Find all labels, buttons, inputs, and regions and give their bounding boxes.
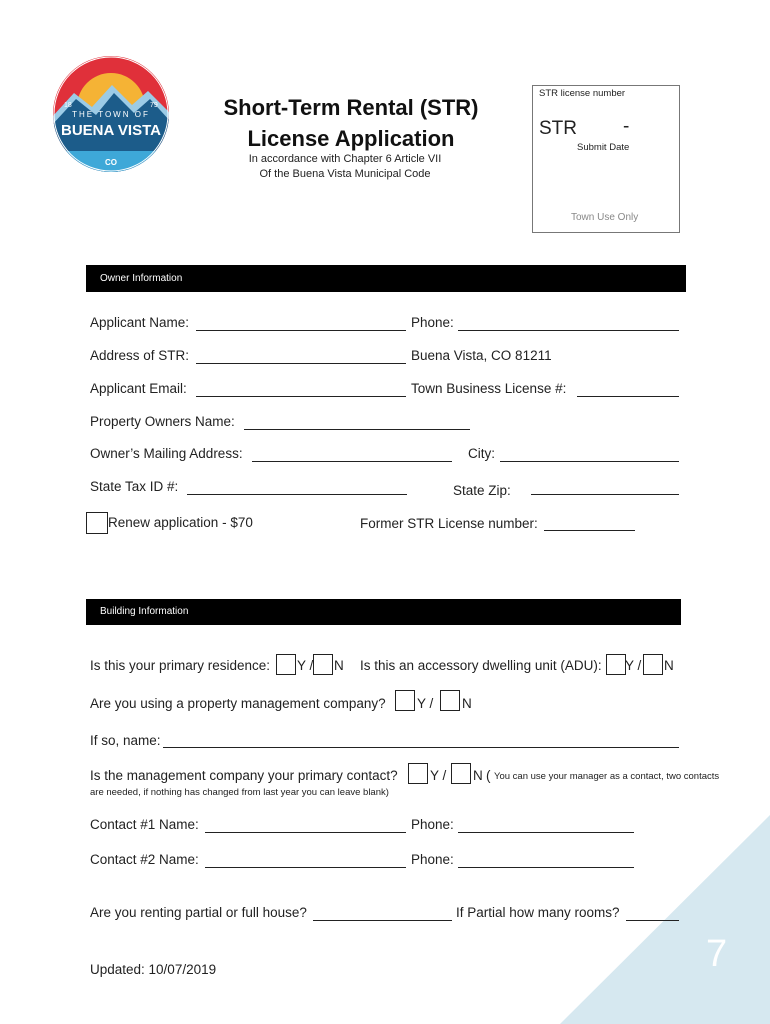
primary-residence-label: Is this your primary residence:: [90, 658, 271, 673]
adu-yes-checkbox[interactable]: [606, 654, 626, 675]
primary-residence-no-checkbox[interactable]: [313, 654, 333, 675]
if-so-name-label: If so, name:: [90, 733, 161, 748]
mgmt-contact-yes-checkbox[interactable]: [408, 763, 428, 784]
applicant-email-field[interactable]: [196, 396, 406, 397]
updated-date: Updated: 10/07/2019: [90, 962, 217, 977]
renew-label: Renew application - $70: [108, 515, 253, 530]
contact2-name-field[interactable]: [205, 867, 406, 868]
business-license-field[interactable]: [577, 396, 679, 397]
mgmt-contact-note-line2: are needed, if nothing has changed from last year you can leave blank): [90, 787, 389, 798]
renew-checkbox[interactable]: [86, 512, 108, 534]
contact1-name-field[interactable]: [205, 832, 406, 833]
adu-no-label: N: [664, 658, 674, 673]
logo-name: BUENA VISTA: [60, 122, 162, 139]
state-zip-label: State Zip:: [453, 483, 511, 498]
property-mgmt-label: Are you using a property management company?: [90, 696, 386, 711]
logo-left-year: 18: [64, 102, 72, 109]
license-prefix: STR: [539, 118, 577, 139]
applicant-name-label: Applicant Name:: [90, 315, 190, 330]
title-line-1: Short-Term Rental (STR): [223, 95, 479, 120]
contact1-phone-field[interactable]: [458, 832, 634, 833]
state-tax-id-field[interactable]: [187, 494, 407, 495]
property-owners-name-field[interactable]: [244, 429, 470, 430]
subtitle-line-1: In accordance with Chapter 6 Article VII: [248, 153, 442, 165]
applicant-email-label: Applicant Email:: [90, 381, 187, 396]
mgmt-contact-label: Is the management company your primary contact?: [90, 768, 398, 783]
address-of-str-label: Address of STR:: [90, 348, 190, 363]
subtitle-line-2: Of the Buena Vista Municipal Code: [259, 168, 431, 180]
mgmt-contact-note-paren: (: [486, 768, 491, 783]
logo-state: CO: [105, 158, 117, 167]
adu-label: Is this an accessory dwelling unit (ADU):: [360, 658, 602, 673]
contact2-phone-field[interactable]: [458, 867, 634, 868]
business-license-label: Town Business License #:: [411, 381, 567, 396]
page-subtitle: [206, 152, 484, 182]
page-number: 7: [706, 933, 728, 975]
contact2-phone-label: Phone:: [411, 852, 454, 867]
how-many-rooms-field[interactable]: [626, 920, 679, 921]
mgmt-contact-no-label: N: [473, 768, 483, 783]
mailing-address-field[interactable]: [252, 461, 452, 462]
town-use-only-label: Town Use Only: [571, 212, 639, 223]
license-number-box: [532, 85, 680, 233]
primary-residence-yes-label: Y /: [297, 658, 314, 673]
property-mgmt-no-checkbox[interactable]: [440, 690, 460, 711]
phone-label: Phone:: [411, 315, 454, 330]
adu-yes-label: Y /: [625, 658, 642, 673]
former-license-label: Former STR License number:: [360, 516, 538, 531]
adu-no-checkbox[interactable]: [643, 654, 663, 675]
owner-information-header: Owner Information: [86, 265, 686, 292]
how-many-rooms-label: If Partial how many rooms?: [456, 905, 620, 920]
mgmt-contact-yes-label: Y /: [430, 768, 447, 783]
mgmt-contact-no-checkbox[interactable]: [451, 763, 471, 784]
contact1-name-label: Contact #1 Name:: [90, 817, 199, 832]
contact1-phone-label: Phone:: [411, 817, 454, 832]
license-number-label: STR license number: [539, 88, 626, 99]
address-of-str-field[interactable]: [196, 363, 406, 364]
primary-residence-yes-checkbox[interactable]: [276, 654, 296, 675]
contact2-name-label: Contact #2 Name:: [90, 852, 199, 867]
partial-full-field[interactable]: [313, 920, 452, 921]
submit-date-label: Submit Date: [577, 142, 630, 153]
logo-right-year: 79: [150, 102, 158, 109]
property-owners-name-label: Property Owners Name:: [90, 414, 235, 429]
city-field[interactable]: [500, 461, 679, 462]
partial-full-label: Are you renting partial or full house?: [90, 905, 307, 920]
phone-field[interactable]: [458, 330, 679, 331]
mailing-address-label: Owner’s Mailing Address:: [90, 446, 243, 461]
mgmt-contact-note-line1: You can use your manager as a contact, two contacts: [494, 771, 720, 782]
town-logo: [52, 55, 170, 173]
property-mgmt-no-label: N: [462, 696, 472, 711]
license-dash: -: [623, 116, 630, 137]
former-license-field[interactable]: [544, 530, 635, 531]
applicant-name-field[interactable]: [196, 330, 406, 331]
logo-top-text: THE TOWN OF: [72, 110, 150, 119]
state-tax-id-label: State Tax ID #:: [90, 479, 179, 494]
city-state-zip-text: Buena Vista, CO 81211: [411, 348, 552, 363]
state-zip-field[interactable]: [531, 494, 679, 495]
title-line-2: License Application: [247, 126, 455, 151]
property-mgmt-yes-checkbox[interactable]: [395, 690, 415, 711]
primary-residence-no-label: N: [334, 658, 344, 673]
city-label: City:: [468, 446, 495, 461]
page-title: [206, 92, 496, 154]
mgmt-company-name-field[interactable]: [163, 747, 679, 748]
building-information-header: Building Information: [86, 599, 681, 625]
property-mgmt-yes-label: Y /: [417, 696, 434, 711]
